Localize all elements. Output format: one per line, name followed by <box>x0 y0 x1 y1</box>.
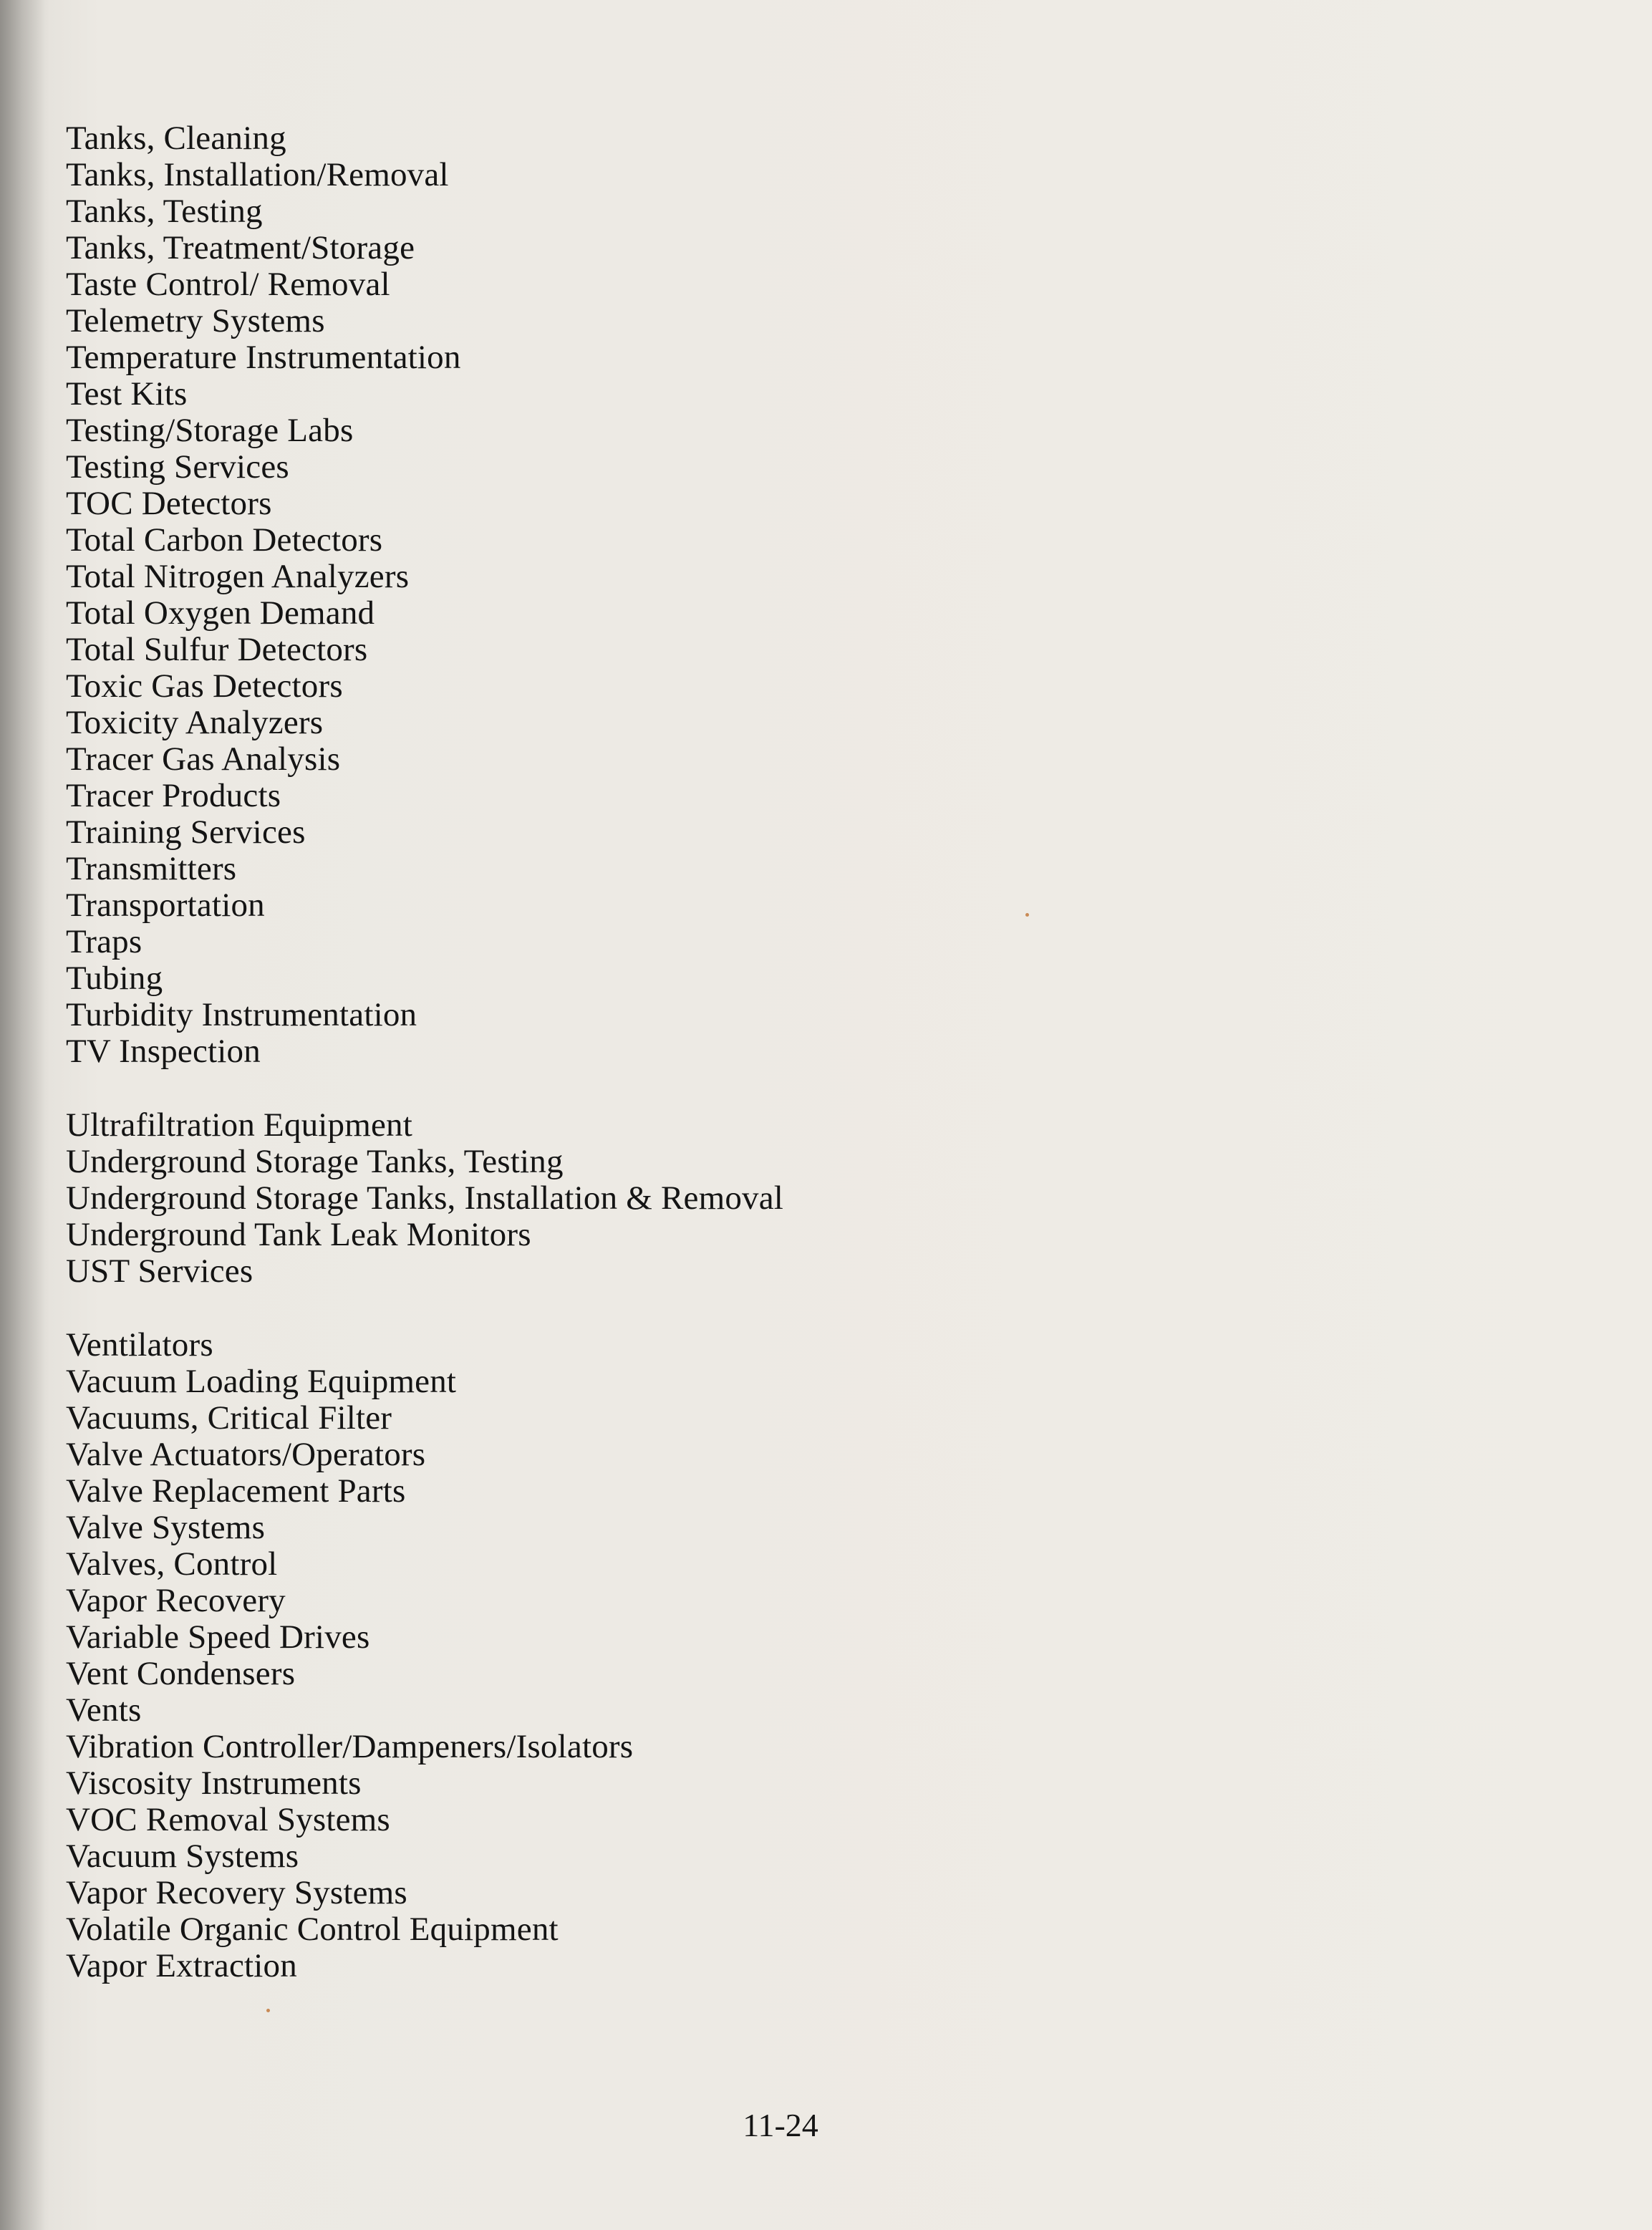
index-entry: Tanks, Installation/Removal <box>66 156 449 193</box>
index-entry: Taste Control/ Removal <box>66 266 390 303</box>
index-entry: Vapor Recovery <box>66 1582 286 1619</box>
index-entry-list <box>66 120 783 2022</box>
group-v <box>66 1327 783 1984</box>
index-entry: Volatile Organic Control Equipment <box>66 1911 559 1948</box>
index-entry: Tracer Gas Analysis <box>66 740 341 778</box>
index-entry: Underground Storage Tanks, Testing <box>66 1143 564 1180</box>
index-entry: Valve Systems <box>66 1509 266 1546</box>
index-entry: Traps <box>66 923 143 960</box>
index-entry: Toxicity Analyzers <box>66 704 324 741</box>
index-entry: Vapor Extraction <box>66 1947 297 1984</box>
paper-speck <box>1025 913 1029 917</box>
index-entry: Tracer Products <box>66 777 281 814</box>
index-entry: Vent Condensers <box>66 1655 296 1692</box>
index-entry: Vents <box>66 1691 142 1729</box>
index-entry: Temperature Instrumentation <box>66 339 461 376</box>
index-entry: Viscosity Instruments <box>66 1765 362 1802</box>
index-entry: Total Nitrogen Analyzers <box>66 558 410 595</box>
index-entry: Valve Replacement Parts <box>66 1472 406 1510</box>
index-entry: Turbidity Instrumentation <box>66 996 417 1033</box>
index-entry: Total Oxygen Demand <box>66 594 375 632</box>
paper-speck <box>266 2009 270 2012</box>
index-entry: Vapor Recovery Systems <box>66 1874 407 1911</box>
index-entry: Valve Actuators/Operators <box>66 1436 426 1473</box>
index-entry: Vacuum Systems <box>66 1838 299 1875</box>
index-entry: Total Carbon Detectors <box>66 521 383 559</box>
index-entry: Underground Tank Leak Monitors <box>66 1216 531 1253</box>
index-entry: Test Kits <box>66 375 188 412</box>
index-entry: Variable Speed Drives <box>66 1618 370 1656</box>
index-entry: Ultrafiltration Equipment <box>66 1106 413 1144</box>
index-entry: Tubing <box>66 960 163 997</box>
index-entry: Vacuum Loading Equipment <box>66 1363 457 1400</box>
index-entry: Valves, Control <box>66 1545 278 1583</box>
index-entry: Tanks, Testing <box>66 193 263 230</box>
index-entry: Transmitters <box>66 850 237 887</box>
index-entry: Ventilators <box>66 1326 213 1363</box>
index-entry: Vacuums, Critical Filter <box>66 1399 392 1437</box>
index-entry: Vibration Controller/Dampeners/Isolators <box>66 1728 634 1765</box>
page-number: 11-24 <box>743 2107 818 2143</box>
index-entry: VOC Removal Systems <box>66 1801 390 1838</box>
index-entry: TV Inspection <box>66 1033 261 1070</box>
index-entry: Tanks, Treatment/Storage <box>66 229 415 266</box>
index-entry: Tanks, Cleaning <box>66 120 286 157</box>
index-entry: Testing Services <box>66 448 289 486</box>
binding-shadow <box>0 0 46 2230</box>
index-entry: Toxic Gas Detectors <box>66 667 343 705</box>
index-entry: TOC Detectors <box>66 485 272 522</box>
index-entry: Underground Storage Tanks, Installation & Removal <box>66 1179 784 1217</box>
index-entry: UST Services <box>66 1252 253 1290</box>
index-entry: Testing/Storage Labs <box>66 412 354 449</box>
group-t <box>66 120 783 1070</box>
index-entry: Transportation <box>66 887 265 924</box>
index-entry: Training Services <box>66 814 306 851</box>
index-entry: Telemetry Systems <box>66 302 325 339</box>
group-u <box>66 1107 783 1290</box>
index-entry: Total Sulfur Detectors <box>66 631 368 668</box>
